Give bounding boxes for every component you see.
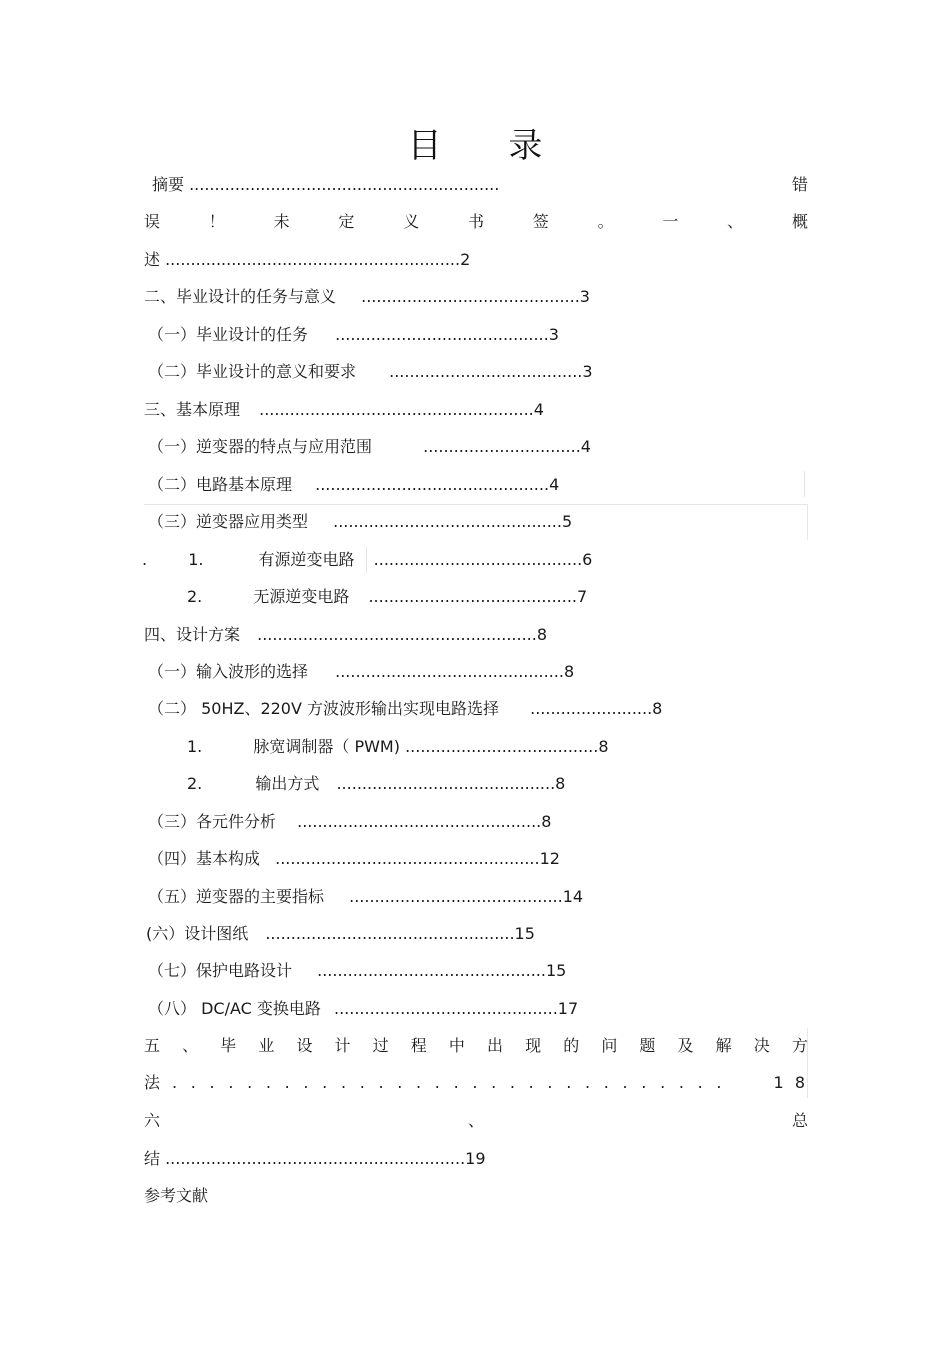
toc-char: 书: [467, 212, 484, 231]
toc-entry-3-1[interactable]: [148, 433, 812, 461]
toc-char: 方: [791, 1036, 808, 1055]
toc-entry-dots: ....................................................12: [275, 849, 560, 868]
toc-char: 毕: [220, 1036, 237, 1055]
toc-char: 程: [410, 1036, 427, 1055]
toc-entry-label: （三）逆变器应用类型: [148, 512, 309, 531]
toc-entry-label: （四）基本构成: [148, 849, 261, 868]
toc-entry-label: 输出方式: [255, 774, 320, 793]
toc-entry-dots: ...........................................3: [361, 287, 590, 306]
toc-entry-dots: ..............................................4: [315, 475, 560, 494]
toc-entry-4-5[interactable]: [148, 883, 812, 911]
toc-entry-4-3[interactable]: [148, 808, 812, 836]
toc-char: 业: [258, 1036, 275, 1055]
toc-char: 。: [597, 212, 614, 231]
toc-char: 、: [182, 1036, 199, 1055]
toc-entry-label: （二）毕业设计的意义和要求: [148, 362, 357, 381]
toc-entry-page: 1 8: [773, 1073, 808, 1092]
toc-char: 概: [791, 212, 808, 231]
toc-entry-label: （八） DC/AC 变换电路: [148, 999, 321, 1018]
toc-entry-label: （二）电路基本原理: [148, 475, 293, 494]
toc-entry-dots: ...............................4: [423, 437, 591, 456]
toc-char: 及: [677, 1036, 694, 1055]
toc-entry-dots: .................................................15: [265, 924, 535, 943]
toc-entry-3-2[interactable]: [148, 471, 812, 499]
toc-entry-3-3-2[interactable]: [187, 583, 851, 611]
toc-entry-section-5[interactable]: [144, 1032, 808, 1060]
toc-entry-4-2-1[interactable]: [187, 733, 851, 761]
toc-entry-4-2[interactable]: [148, 695, 812, 723]
toc-entry-label: （二） 50HZ、220V 方波波形输出实现电路选择: [148, 699, 500, 718]
toc-char: 设: [296, 1036, 313, 1055]
toc-entry-prefix: .: [142, 550, 148, 569]
toc-entry-number: 1.: [187, 737, 203, 756]
toc-entry-dots: .............................................5: [333, 512, 573, 531]
toc-char: 计: [334, 1036, 351, 1055]
divider: [144, 504, 808, 505]
toc-entry-2-2[interactable]: [148, 358, 812, 386]
toc-char: 题: [639, 1036, 656, 1055]
toc-entry-4-8[interactable]: [148, 995, 812, 1023]
toc-entry-label: 参考文献: [144, 1186, 209, 1205]
toc-char: 总: [791, 1111, 808, 1130]
toc-entry-4-7[interactable]: [148, 957, 812, 985]
toc-entry-label: 三、基本原理: [144, 400, 241, 419]
toc-char: 未: [273, 212, 290, 231]
toc-entry-overview[interactable]: [144, 246, 808, 274]
toc-char: 解: [715, 1036, 732, 1055]
toc-entry-4-1[interactable]: [148, 658, 812, 686]
toc-entry-label: （三）各元件分析: [148, 812, 277, 831]
toc-entry-section-2[interactable]: [144, 283, 808, 311]
toc-char: 签: [532, 212, 549, 231]
toc-entry-error-line: [144, 208, 808, 236]
toc-entry-label: 结 ...........................................................19: [144, 1149, 486, 1168]
toc-entry-label: 四、设计方案: [144, 625, 241, 644]
toc-char: 义: [403, 212, 420, 231]
toc-entry-dots: ..........................................3: [335, 325, 559, 344]
toc-char: 现: [525, 1036, 542, 1055]
toc-entry-label: （一）毕业设计的任务: [148, 325, 309, 344]
toc-entry-4-2-2[interactable]: [187, 770, 851, 798]
toc-entry-number: 2.: [187, 587, 203, 606]
toc-entry-dots: ...........................................8: [336, 774, 566, 793]
toc-entry-summary[interactable]: [144, 1145, 808, 1173]
toc-char: 一: [662, 212, 679, 231]
toc-entry-abstract[interactable]: [144, 171, 808, 199]
toc-entry-dots: ............................................17: [334, 999, 579, 1018]
toc-entry-dots: .........................................6: [373, 550, 593, 569]
toc-entry-label: 有源逆变电路: [258, 550, 355, 569]
toc-entry-dots: ......................................8: [405, 737, 609, 756]
toc-entry-dots: .............................................8: [335, 662, 575, 681]
toc-entry-number: 2.: [187, 774, 203, 793]
toc-entry-3-3-1[interactable]: [142, 546, 806, 574]
toc-entry-label: (六）设计图纸: [146, 924, 249, 943]
toc-char: 、: [467, 1111, 484, 1130]
toc-entry-label: （五）逆变器的主要指标: [148, 887, 325, 906]
toc-entry-dots: ..........................................14: [349, 887, 584, 906]
toc-entry-label: 法: [144, 1073, 161, 1092]
toc-char: 问: [601, 1036, 618, 1055]
toc-char: 出: [486, 1036, 503, 1055]
toc-char: 中: [448, 1036, 465, 1055]
toc-entry-section-6[interactable]: [144, 1107, 808, 1135]
toc-entry-dots: ......................................................4: [259, 400, 544, 419]
toc-char: 决: [753, 1036, 770, 1055]
toc-char: 、: [727, 212, 744, 231]
toc-entry-references[interactable]: [144, 1182, 808, 1210]
page-title: 目 录: [407, 126, 571, 166]
toc-entry-label: 摘要 .............................................................: [152, 175, 500, 194]
toc-entry-label: 错: [791, 175, 808, 194]
toc-entry-3-3[interactable]: [148, 508, 812, 536]
toc-entry-section-5-cont[interactable]: [144, 1069, 808, 1097]
toc-entry-dots: .......................................................8: [257, 625, 548, 644]
toc-entry-dots: . . . . . . . . . . . . . . . . . . . . . . . . . . . . . .: [172, 1073, 726, 1092]
toc-entry-label: （七）保护电路设计: [148, 961, 293, 980]
toc-entry-label: 述 ..........................................................2: [144, 250, 471, 269]
toc-char: 六: [144, 1111, 161, 1130]
toc-char: 五: [144, 1036, 161, 1055]
toc-entry-4-4[interactable]: [148, 845, 812, 873]
toc-entry-dots: ................................................8: [297, 812, 552, 831]
toc-entry-label: 无源逆变电路: [253, 587, 350, 606]
toc-entry-section-4[interactable]: [144, 621, 808, 649]
toc-entry-label: （一）逆变器的特点与应用范围: [148, 437, 373, 456]
toc-entry-dots: .........................................7: [368, 587, 588, 606]
toc-entry-dots: ......................................3: [389, 362, 593, 381]
toc-entry-label: 二、毕业设计的任务与意义: [144, 287, 337, 306]
toc-char: 定: [338, 212, 355, 231]
toc-entry-dots: ........................8: [530, 699, 663, 718]
toc-entry-dots: .............................................15: [317, 961, 567, 980]
toc-entry-label: 脉宽调制器（ PWM): [253, 737, 400, 756]
toc-char: ！: [208, 212, 225, 231]
toc-entry-number: 1.: [188, 550, 204, 569]
toc-char: 过: [372, 1036, 389, 1055]
toc-char: 误: [144, 212, 161, 231]
toc-char: 的: [563, 1036, 580, 1055]
toc-entry-2-1[interactable]: [148, 321, 812, 349]
toc-entry-section-3[interactable]: [144, 396, 808, 424]
toc-entry-4-6[interactable]: [146, 920, 810, 948]
toc-entry-label: （一）输入波形的选择: [148, 662, 309, 681]
